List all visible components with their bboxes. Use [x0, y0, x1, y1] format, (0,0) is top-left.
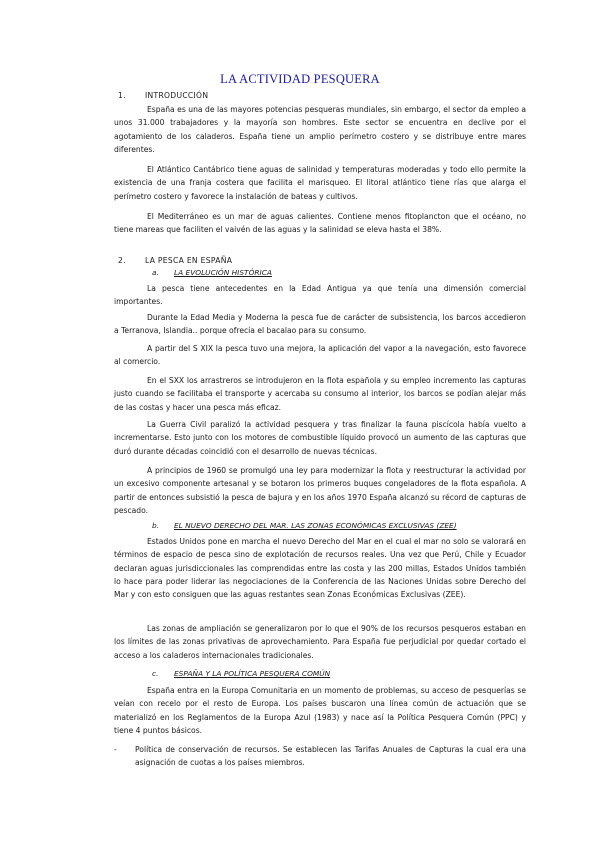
paragraph: Durante la Edad Media y Moderna la pesca fue de carácter de subsistencia, los barcos accedieron a Terranova, Islandia.. porque ofrecía el bacalao para su consumo. — [114, 313, 526, 336]
subsection-heading-derecho-del-mar — [152, 521, 457, 530]
paragraph: El Atlántico Cantábrico tiene aguas de salinidad y temperaturas moderadas y todo ello permite la existencia de una franja costera que facilita el marisqueo. El litoral atlántico tiene rías que alarga el perímetro costero y favorece la instalación de bateas y cultivos. — [114, 165, 526, 201]
paragraph: A partir del S XIX la pesca tuvo una mejora, la aplicación del vapor a la navegación, esto favorece al comercio. — [114, 344, 526, 367]
paragraph: España es una de las mayores potencias pesqueras mundiales, sin embargo, el sector da empleo a unos 31.000 trabajadores y la mayoría son hombres. Este sector se encuentra en declive por el agotamiento de los caladeros. España tiene un amplio perímetro costero y se distribuye entre mares diferentes. — [114, 105, 526, 154]
section-title: INTRODUCCIÓN — [145, 91, 209, 100]
section-number: 2. — [118, 256, 126, 265]
section-title: LA PESCA EN ESPAÑA — [145, 256, 233, 265]
paragraph: La pesca tiene antecedentes en la Edad Antigua ya que tenía una dimensión comercial importantes. — [114, 284, 526, 307]
subsection-letter: c. — [152, 669, 159, 678]
subsection-title: ESPAÑA Y LA POLÍTICA PESQUERA COMÚN — [174, 669, 331, 678]
subsection-letter: a. — [152, 268, 159, 277]
subsection-heading-evolucion-historica — [152, 268, 272, 277]
document-title: LA ACTIVIDAD PESQUERA — [220, 72, 380, 86]
paragraph: Estados Unidos pone en marcha el nuevo Derecho del Mar en el cual el mar no solo se valorará en términos de espacio de pesca sino de explotación de recursos reales. Una vez que Perú, Chile y Ecuador declaran aguas jurisdiccionales las comprendidas entre las costa y las 200 millas, Estados Unidos también lo hace para poder liderar las negociaciones de la Conferencia de las Naciones Unidas sobre Derecho del Mar y con esto consiguen que las aguas restantes sean Zonas Económicas Exclusivas (ZEE). — [114, 537, 526, 600]
bullet-dash-icon: - — [114, 745, 117, 754]
paragraph: A principios de 1960 se promulgó una ley para modernizar la flota y reestructurar la actividad por un excesivo componente artesanal y se botaron los primeros buques congeladores de la flota española. A partir de entonces subsistió la pesca de bajura y en los años 1970 España alcanzó su récord de capturas de pescado. — [114, 466, 526, 515]
paragraph: En el SXX los arrastreros se introdujeron en la flota española y su empleo incremento las capturas justo cuando se facilitaba el transporte y acercaba su consumo al interior, los barcos se podían alejar más de las costas y hacer una pesca más eficaz. — [114, 376, 526, 412]
section-number: 1. — [118, 91, 126, 100]
paragraph: La Guerra Civil paralizó la actividad pesquera y tras finalizar la fauna piscícola había vuelto a incrementarse. Esto junto con los motores de combustible líquido provocó un aumento de las capturas que duró durante décadas coincidió con el desarrollo de nuevas técnicas. — [114, 420, 526, 456]
subsection-title: EL NUEVO DERECHO DEL MAR. LAS ZONAS ECONÓMICAS EXCLUSIVAS (ZEE) — [174, 521, 457, 530]
subsection-heading-politica-pesquera — [152, 669, 330, 678]
list-item-text: Política de conservación de recursos. Se establecen las Tarifas Anuales de Capturas la cual era una asignación de cuotas a los países miembros. — [135, 745, 526, 768]
paragraph: Las zonas de ampliación se generalizaron por lo que el 90% de los recursos pesqueros estaban en los límites de las zonas privativas de aprovechamiento. Para España fue perjudicial por quedar cortado el acceso a los caladeros internacionales tradicionales. — [114, 624, 526, 660]
paragraph: El Mediterráneo es un mar de aguas calientes. Contiene menos fitoplancton que el océano, no tiene mareas que faciliten el vaivén de las aguas y la salinidad se eleva hasta el 38%. — [114, 212, 526, 235]
subsection-letter: b. — [152, 521, 160, 530]
subsection-title: LA EVOLUCIÓN HISTÓRICA — [174, 268, 272, 277]
paragraph: España entra en la Europa Comunitaria en un momento de problemas, su acceso de pesquerías se veían con recelo por el resto de Europa. Los países buscaron una línea común de actuación que se materializó en los Reglamentos de la Europa Azul (1983) y nace así la Política Pesquera Común (PPC) y tiene 4 puntos básicos. — [114, 686, 526, 735]
list-item — [114, 743, 526, 770]
